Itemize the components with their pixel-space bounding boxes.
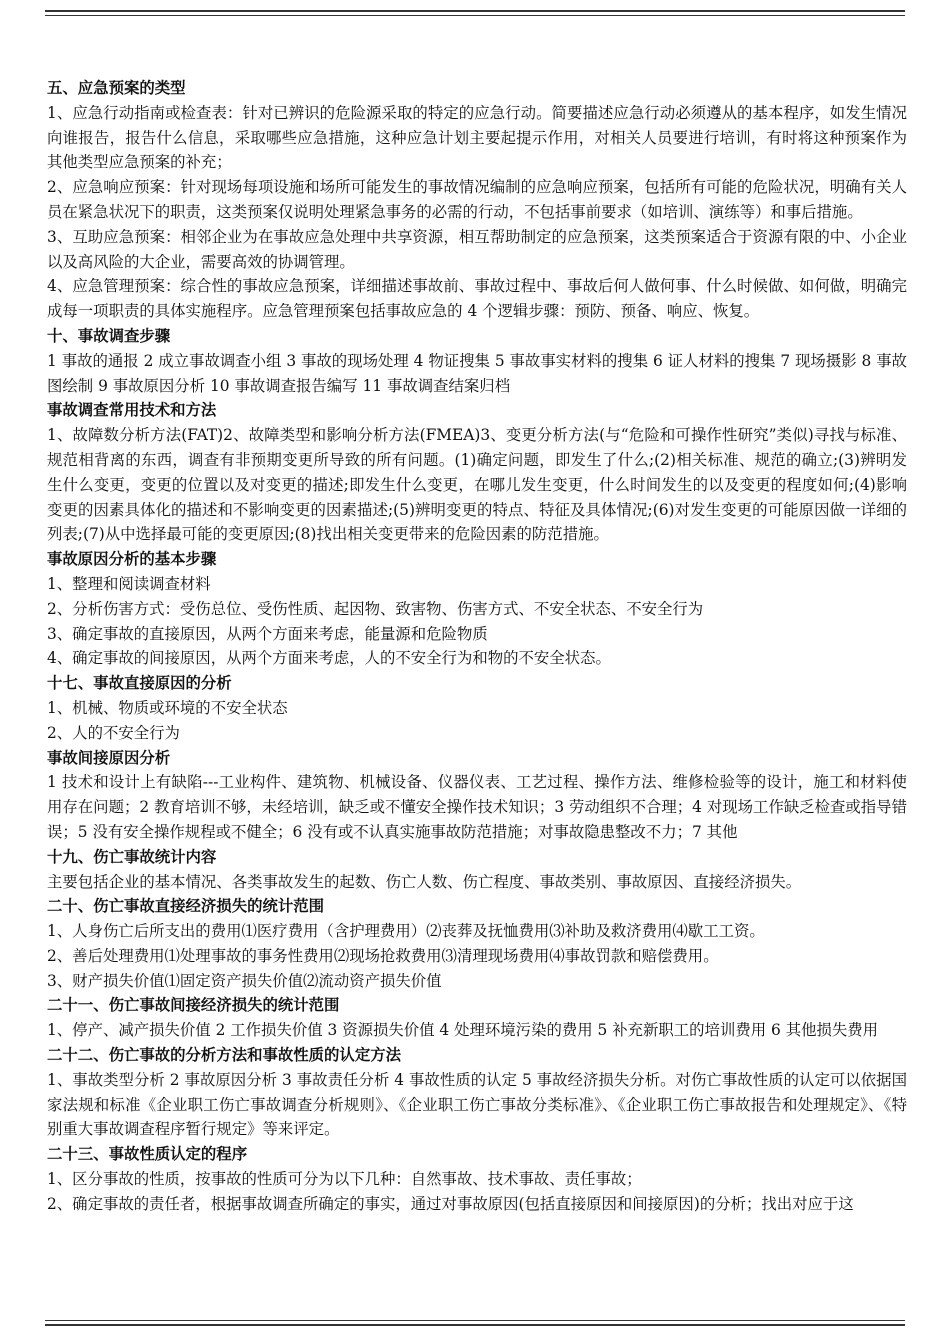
- paragraph: 1、机械、物质或环境的不安全状态: [47, 698, 288, 717]
- paragraph: 1、应急行动指南或检查表：针对已辨识的危险源采取的特定的应急行动。简要描述应急行动必须遵从的基本程序，如发生情况向谁报告，报告什么信息，采取哪些应急措施，这种应急计划主要起提示作用，对相关人员要进行培训，有时将这种预案作为其他类型应急预案的补充；: [47, 103, 907, 172]
- section-heading: 十七、事故直接原因的分析: [47, 674, 232, 693]
- section-heading: 五、应急预案的类型: [47, 79, 186, 97]
- paragraph: 3、互助应急预案：相邻企业为在事故应急处理中共享资源，相互帮助制定的应急预案，这类预案适合于资源有限的中、小企业以及高风险的大企业，需要高效的协调管理。: [47, 227, 907, 271]
- paragraph: 2、人的不安全行为: [47, 723, 180, 742]
- section-heading: 事故调查常用技术和方法: [47, 401, 217, 420]
- paragraph: 1、事故类型分析 2 事故原因分析 3 事故责任分析 4 事故性质的认定 5 事故经济损失分析。对伤亡事故性质的认定可以依据国家法规和标准《企业职工伤亡事故调查分析规则》、《企业职工伤亡事故分类标准》、《企业职工伤亡事故报告和处理规定》、《特别重大事故调查程序暂行规定》等来评定。: [47, 1070, 907, 1139]
- paragraph: 1 技术和设计上有缺陷---工业构件、建筑物、机械设备、仪器仪表、工艺过程、操作方法、维修检验等的设计，施工和材料使用存在问题；2 教育培训不够，未经培训，缺乏或不懂安全操作技术知识；3 劳动组织不合理；4 对现场工作缺乏检查或指导错误；5 没有安全操作规程或不健全；6 没有或不认真实施事故防范措施；对事故隐患整改不力；7 其他: [47, 773, 907, 841]
- paragraph: 3、确定事故的直接原因，从两个方面来考虑，能量源和危险物质: [47, 624, 488, 643]
- paragraph: 1、区分事故的性质，按事故的性质可分为以下几种：自然事故、技术事故、责任事故；: [47, 1170, 642, 1189]
- paragraph: 1 事故的通报 2 成立事故调查小组 3 事故的现场处理 4 物证搜集 5 事故事实材料的搜集 6 证人材料的搜集 7 现场摄影 8 事故图绘制 9 事故原因分析 10 事故调查报告编写 11 事故调查结案归档: [47, 351, 907, 395]
- section-heading: 十九、伤亡事故统计内容: [47, 847, 217, 866]
- section-heading: 事故间接原因分析: [47, 748, 171, 767]
- paragraph: 2、分析伤害方式：受伤总位、受伤性质、起因物、致害物、伤害方式、不安全状态、不安全行为: [47, 599, 704, 618]
- section-heading: 二十一、伤亡事故间接经济损失的统计范围: [47, 996, 340, 1015]
- paragraph: 1、整理和阅读调查材料: [47, 574, 211, 593]
- header-rule: [45, 10, 905, 16]
- paragraph: 1、停产、减产损失价值 2 工作损失价值 3 资源损失价值 4 处理环境污染的费用 5 补充新职工的培训费用 6 其他损失费用: [47, 1021, 879, 1040]
- paragraph: 2、应急响应预案：针对现场每项设施和场所可能发生的事故情况编制的应急响应预案，包括所有可能的危险状况，明确有关人员在紧急状况下的职责，这类预案仅说明处理紧急事务的必需的行动，不包括事前要求（如培训、演练等）和事后措施。: [47, 178, 907, 221]
- section-heading: 十、事故调查步骤: [47, 326, 171, 345]
- section-heading: 二十三、事故性质认定的程序: [47, 1145, 248, 1164]
- paragraph: 2、善后处理费用⑴处理事故的事务性费用⑵现场抢救费用⑶清理现场费用⑷事故罚款和赔偿费用。: [47, 946, 719, 965]
- paragraph: 4、应急管理预案：综合性的事故应急预案，详细描述事故前、事故过程中、事故后何人做何事、什么时候做、如何做，明确完成每一项职责的具体实施程序。应急管理预案包括事故应急的 4 个逻辑步骤：预防、预备、响应、恢复。: [47, 277, 907, 321]
- footer-rule: [45, 1320, 905, 1326]
- section-heading: 事故原因分析的基本步骤: [47, 550, 217, 569]
- paragraph: 1、故障数分析方法(FAT)2、故障类型和影响分析方法(FMEA)3、变更分析方法(与“危险和可操作性研究”类似)寻找与标准、规范相背离的东西，调查有非预期变更所导致的所有问题。(1)确定问题，即发生了什么;(2)相关标准、规范的确立;(3)辨明发生什么变更，变更的位置以及对变更的描述;即发生什么变更，在哪儿发生变更，什么时间发生的以及变更的程度如何;(4)影响变更的因素具体化的描述和不影响变更的因素描述;(5)辨明变更的特点、特征及具体情况;(6)对发生变更的可能原因做一详细的列表;(7)从中选择最可能的变更原因;(8)找出相关变更带来的危险因素的防范措施。: [47, 426, 907, 544]
- paragraph: 1、人身伤亡后所支出的费用⑴医疗费用（含护理费用）⑵丧葬及抚恤费用⑶补助及救济费用⑷歇工工资。: [47, 922, 765, 941]
- section-heading: 二十二、伤亡事故的分析方法和事故性质的认定方法: [47, 1046, 401, 1065]
- document-body: [47, 76, 907, 1217]
- paragraph: 2、确定事故的责任者，根据事故调查所确定的事实，通过对事故原因(包括直接原因和间接原因)的分析；找出对应于这: [47, 1194, 854, 1213]
- paragraph: 主要包括企业的基本情况、各类事故发生的起数、伤亡人数、伤亡程度、事故类别、事故原因、直接经济损失。: [47, 872, 802, 891]
- paragraph: 3、财产损失价值⑴固定资产损失价值⑵流动资产损失价值: [47, 971, 442, 990]
- section-heading: 二十、伤亡事故直接经济损失的统计范围: [47, 897, 325, 916]
- paragraph: 4、确定事故的间接原因，从两个方面来考虑，人的不安全行为和物的不安全状态。: [47, 649, 611, 668]
